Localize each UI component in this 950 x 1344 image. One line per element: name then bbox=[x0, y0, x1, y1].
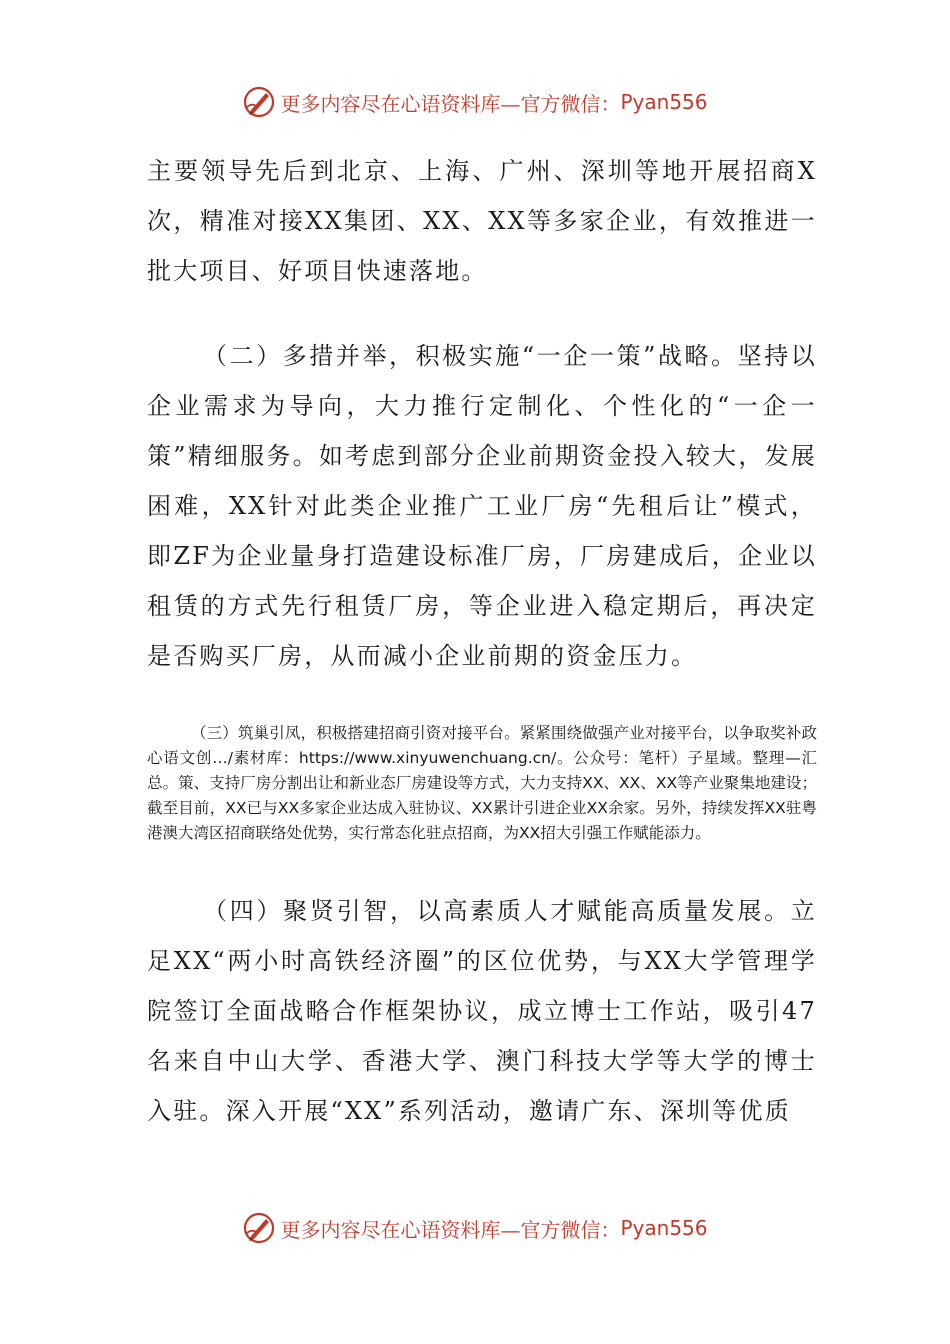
paragraph-continued: 主要领导先后到北京、上海、广州、深圳等地开展招商X次，精准对接XX集团、XX、XX等多家企业，有效推进一批大项目、好项目快速落地。 bbox=[147, 157, 817, 285]
paragraph-section-two: （二）多措并举，积极实施“一企一策”战略。坚持以企业需求为导向，大力推行定制化、个性化的“一企一策”精细服务。如考虑到部分企业前期资金投入较大，发展困难，XX针对此类企业推广工业厂房“先租后让”模式，即ZF为企业量身打造建设标准厂房，厂房建成后，企业以租赁的方式先行租赁厂房，等企业进入稳定期后，再决定是否购买厂房，从而减小企业前期的资金压力。 bbox=[147, 342, 817, 670]
banner-wechat-id: Pyan556 bbox=[620, 1216, 708, 1240]
pen-logo-icon bbox=[242, 85, 276, 119]
paragraph-section-four: （四）聚贤引智，以高素质人才赋能高质量发展。立足XX“两小时高铁经济圈”的区位优势，与XX大学管理学院签订全面战略合作框架协议，成立博士工作站，吸引47名来自中山大学、香港大学、澳门科技大学等大学的博士入驻。深入开展“XX”系列活动，邀请广东、深圳等优质 bbox=[147, 897, 817, 1125]
header-watermark-banner bbox=[0, 82, 950, 122]
pen-logo-icon bbox=[242, 1211, 276, 1245]
banner-wechat-id: Pyan556 bbox=[620, 90, 708, 114]
paragraph-section-three: （三）筑巢引凤，积极搭建招商引资对接平台。紧紧围绕做强产业对接平台，以争取奖补政心语文创…/素材库：https://www.xinyuwenchuang.cn/。公众号：笔杆）子星域。整理—汇总。策、支持厂房分割出让和新业态厂房建设等方式，大力支持XX、XX、XX等产业聚集地建设；截至目前，XX已与XX多家企业达成入驻协议、XX累计引进企业XX余家。另外，持续发挥XX驻粤港澳大湾区招商联络处优势，实行常态化驻点招商，为XX招大引强工作赋能添力。 bbox=[147, 724, 817, 842]
document-body bbox=[147, 146, 817, 1136]
footer-watermark-banner bbox=[0, 1208, 950, 1248]
banner-text: 更多内容尽在心语资料库—官方微信： bbox=[280, 1217, 621, 1242]
banner-text: 更多内容尽在心语资料库—官方微信： bbox=[280, 91, 621, 116]
